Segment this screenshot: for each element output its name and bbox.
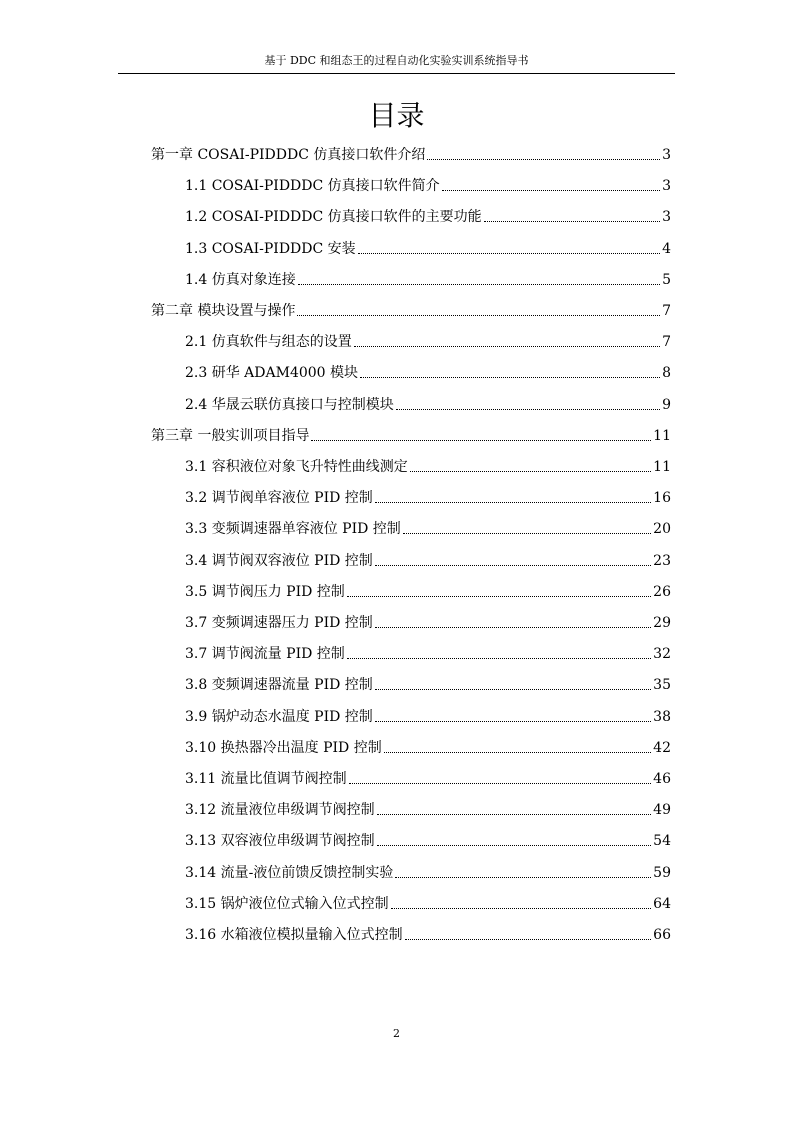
toc-dot-leader	[349, 783, 652, 784]
toc-section-entry[interactable]	[185, 640, 671, 664]
toc-entry-title: 2.1 仿真软件与组态的设置	[185, 334, 352, 351]
toc-dot-leader	[354, 346, 660, 347]
toc-entry-title: 3.15 锅炉液位位式输入位式控制	[185, 895, 389, 912]
running-header: 基于 DDC 和组态王的过程自动化实验实训系统指导书	[264, 54, 529, 67]
toc-entry-page: 46	[653, 771, 671, 787]
toc-entry-title: 2.3 研华 ADAM4000 模块	[185, 365, 359, 382]
toc-section-entry[interactable]	[185, 921, 671, 945]
toc-dot-leader	[405, 939, 652, 940]
toc-entry-title: 3.5 调节阀压力 PID 控制	[185, 583, 345, 600]
toc-entry-page: 29	[653, 615, 671, 631]
toc-dot-leader	[375, 627, 651, 628]
toc-entry-title: 3.1 容积液位对象飞升特性曲线测定	[185, 459, 408, 475]
header-divider	[118, 73, 675, 74]
toc-dot-leader	[297, 315, 660, 316]
toc-section-entry[interactable]	[185, 609, 671, 633]
toc-entry-page: 5	[662, 271, 671, 288]
toc-section-entry[interactable]	[185, 671, 671, 695]
toc-entry-title: 3.11 流量比值调节阀控制	[185, 771, 347, 787]
toc-section-entry[interactable]	[185, 734, 671, 758]
toc-entry-page: 32	[653, 646, 671, 663]
toc-dot-leader	[396, 409, 660, 410]
toc-dot-leader	[375, 721, 651, 722]
toc-dot-leader	[384, 752, 651, 753]
toc-chapter-entry[interactable]	[151, 297, 671, 321]
page-number: 2	[393, 1027, 400, 1040]
toc-entry-title: 3.7 调节阀流量 PID 控制	[185, 646, 345, 663]
toc-section-entry[interactable]	[185, 359, 671, 383]
toc-entry-title: 2.4 华晟云联仿真接口与控制模块	[185, 396, 394, 413]
toc-dot-leader	[427, 159, 660, 160]
toc-entry-page: 7	[662, 334, 671, 351]
toc-entry-page: 4	[662, 240, 671, 257]
toc-entry-title: 第二章 模块设置与操作	[151, 303, 296, 319]
toc-dot-leader	[347, 658, 651, 659]
toc-section-entry[interactable]	[185, 796, 671, 820]
toc-entry-page: 42	[653, 739, 671, 756]
toc-section-entry[interactable]	[185, 547, 671, 571]
toc-entry-title: 3.7 变频调速器压力 PID 控制	[185, 615, 373, 631]
toc-title: 目录	[368, 99, 425, 132]
toc-entry-title: 1.4 仿真对象连接	[185, 271, 296, 288]
toc-entry-title: 3.13 双容液位串级调节阀控制	[185, 833, 375, 850]
toc-section-entry[interactable]	[185, 391, 671, 415]
toc-section-entry[interactable]	[185, 859, 671, 883]
toc-dot-leader	[360, 377, 660, 378]
toc-entry-title: 3.12 流量液位串级调节阀控制	[185, 802, 375, 819]
toc-entry-page: 9	[662, 396, 671, 413]
toc-entry-title: 第三章 一般实训项目指导	[151, 427, 310, 444]
toc-chapter-entry[interactable]	[151, 141, 671, 165]
toc-dot-leader	[484, 221, 660, 222]
toc-entry-page: 54	[653, 833, 671, 850]
toc-dot-leader	[391, 908, 652, 909]
toc-entry-page: 23	[653, 552, 671, 569]
toc-section-entry[interactable]	[185, 484, 671, 508]
toc-dot-leader	[410, 471, 651, 472]
toc-entry-page: 3	[662, 209, 671, 226]
toc-section-entry[interactable]	[185, 515, 671, 539]
toc-entry-page: 11	[653, 427, 671, 444]
toc-entry-page: 11	[653, 459, 671, 475]
toc-chapter-entry[interactable]	[151, 422, 671, 446]
toc-entry-title: 3.3 变频调速器单容液位 PID 控制	[185, 521, 401, 538]
toc-dot-leader	[395, 877, 651, 878]
toc-dot-leader	[358, 253, 660, 254]
toc-section-entry[interactable]	[185, 172, 671, 196]
toc-entry-page: 8	[662, 365, 671, 382]
toc-entry-page: 3	[662, 147, 671, 163]
toc-section-entry[interactable]	[185, 235, 671, 259]
toc-entry-title: 3.10 换热器冷出温度 PID 控制	[185, 739, 382, 756]
toc-entry-page: 49	[653, 802, 671, 819]
toc-entry-page: 3	[662, 178, 671, 195]
toc-entry-title: 3.2 调节阀单容液位 PID 控制	[185, 490, 373, 507]
toc-entry-page: 35	[653, 677, 671, 694]
toc-entry-title: 3.9 锅炉动态水温度 PID 控制	[185, 708, 373, 725]
toc-dot-leader	[298, 284, 660, 285]
toc-section-entry[interactable]	[185, 827, 671, 851]
toc-entry-page: 7	[662, 303, 671, 319]
toc-entry-page: 20	[653, 521, 671, 538]
toc-entry-page: 66	[653, 927, 671, 943]
toc-section-entry[interactable]	[185, 203, 671, 227]
toc-dot-leader	[377, 845, 652, 846]
toc-dot-leader	[375, 565, 651, 566]
toc-dot-leader	[347, 596, 651, 597]
toc-dot-leader	[375, 689, 651, 690]
toc-section-entry[interactable]	[185, 765, 671, 789]
toc-entry-page: 64	[653, 895, 671, 912]
toc-section-entry[interactable]	[185, 578, 671, 602]
toc-entry-title: 3.4 调节阀双容液位 PID 控制	[185, 552, 373, 569]
toc-entry-title: 第一章 COSAI-PIDDDC 仿真接口软件介绍	[151, 147, 426, 163]
toc-entry-title: 3.14 流量-液位前馈反馈控制实验	[185, 864, 394, 881]
toc-entry-title: 1.1 COSAI-PIDDDC 仿真接口软件简介	[185, 178, 440, 195]
toc-entry-page: 26	[653, 583, 671, 600]
toc-section-entry[interactable]	[185, 453, 671, 477]
toc-dot-leader	[377, 814, 652, 815]
toc-dot-leader	[442, 190, 660, 191]
toc-section-entry[interactable]	[185, 328, 671, 352]
toc-entry-page: 59	[653, 864, 671, 881]
toc-dot-leader	[403, 533, 651, 534]
toc-dot-leader	[375, 502, 651, 503]
toc-entry-title: 1.2 COSAI-PIDDDC 仿真接口软件的主要功能	[185, 209, 482, 226]
toc-section-entry[interactable]	[185, 890, 671, 914]
toc-entry-title: 1.3 COSAI-PIDDDC 安装	[185, 240, 356, 257]
toc-dot-leader	[311, 440, 651, 441]
toc-entry-title: 3.8 变频调速器流量 PID 控制	[185, 677, 373, 694]
toc-entry-title: 3.16 水箱液位模拟量输入位式控制	[185, 927, 403, 943]
toc-section-entry[interactable]	[185, 703, 671, 727]
toc-entry-page: 16	[653, 490, 671, 507]
toc-section-entry[interactable]	[185, 266, 671, 290]
toc-entry-page: 38	[653, 708, 671, 725]
